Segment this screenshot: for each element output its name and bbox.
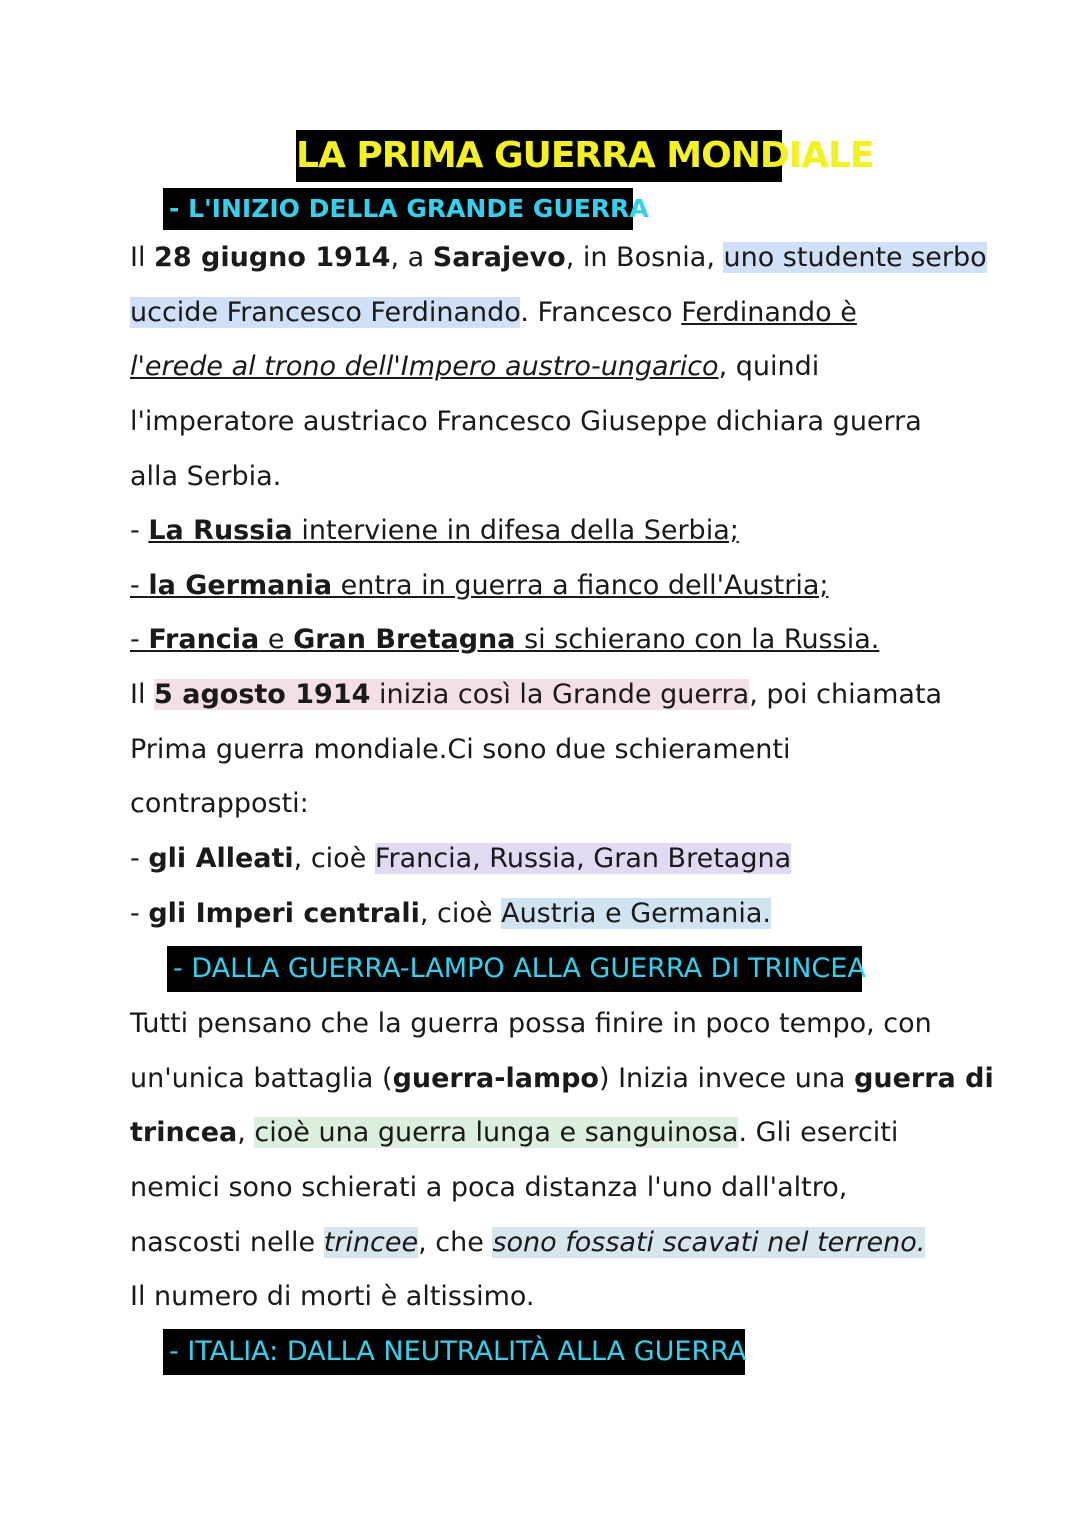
page-title: LA PRIMA GUERRA MONDIALE (296, 130, 782, 182)
date-highlight: 28 giugno 1914 (154, 242, 391, 273)
text: , quindi (718, 351, 820, 382)
paragraph-line (130, 1055, 994, 1103)
paragraph-line: Prima guerra mondiale.Ci sono due schieramenti (130, 734, 791, 765)
highlighted-text: trincee (323, 1227, 419, 1258)
paragraph-line (130, 671, 942, 719)
paragraph-line (130, 1219, 925, 1267)
list-item (130, 507, 739, 555)
text: , cioè (293, 843, 375, 874)
section-heading-trincea: - DALLA GUERRA-LAMPO ALLA GUERRA DI TRINCEA (167, 946, 862, 992)
underlined-text: si schierano con la Russia. (515, 624, 880, 655)
text: Il (130, 242, 155, 273)
bold-text: gli Imperi centrali (148, 898, 420, 929)
section-heading-italia: - ITALIA: DALLA NEUTRALITÀ ALLA GUERRA (163, 1329, 745, 1375)
text: , (237, 1117, 255, 1148)
bold-text: la Germania (148, 570, 333, 601)
paragraph-line: contrapposti: (130, 788, 309, 819)
paragraph-line: nemici sono schierati a poca distanza l'uno dall'altro, (130, 1172, 848, 1203)
text: , che (418, 1227, 493, 1258)
bullet: - (130, 843, 149, 874)
text: nascosti nelle (130, 1227, 324, 1258)
paragraph-line (130, 1109, 898, 1157)
paragraph-line (130, 289, 857, 337)
bullet: - (130, 624, 149, 655)
bold-text: Francia (148, 624, 260, 655)
paragraph-line: Il numero di morti è altissimo. (130, 1281, 535, 1312)
highlighted-text: uccide Francesco Ferdinando (130, 297, 521, 328)
text: ) Inizia invece una (598, 1063, 855, 1094)
text: un'unica battaglia ( (130, 1063, 393, 1094)
paragraph-line: l'imperatore austriaco Francesco Giuseppe dichiara guerra (130, 406, 922, 437)
list-item (130, 890, 771, 938)
bold-text: trincea (130, 1117, 238, 1148)
bold-text: La Russia (148, 515, 293, 546)
list-item (130, 616, 879, 664)
paragraph-line (130, 343, 819, 391)
text: , cioè (419, 898, 502, 929)
list-item (130, 835, 791, 883)
bullet: - (130, 515, 149, 546)
list-item (130, 562, 828, 610)
paragraph-line: Tutti pensano che la guerra possa finire in poco tempo, con (130, 1008, 932, 1039)
bold-text: guerra di (854, 1063, 994, 1094)
underlined-text: l'erede al trono dell'Impero austro-ungarico (130, 351, 719, 382)
paragraph-line: alla Serbia. (130, 461, 282, 492)
text: , in Bosnia, (565, 242, 724, 273)
bullet: - (130, 898, 149, 929)
section-heading-inizio: - L'INIZIO DELLA GRANDE GUERRA (163, 188, 633, 230)
highlighted-text: cioè una guerra lunga e sanguinosa (254, 1117, 739, 1148)
highlighted-text: uno studente serbo (723, 242, 987, 273)
text: Il (130, 679, 155, 710)
highlighted-text: Francia, Russia, Gran Bretagna (374, 843, 792, 874)
bullet: - (130, 570, 149, 601)
underlined-text: interviene in difesa della Serbia; (292, 515, 739, 546)
highlighted-text: inizia così la Grande guerra (370, 679, 750, 710)
text: . Francesco (520, 297, 682, 328)
highlighted-text: Austria e Germania. (501, 898, 772, 929)
place-highlight: Sarajevo (432, 242, 566, 273)
underlined-text: e (259, 624, 294, 655)
date-highlight: 5 agosto 1914 (154, 679, 371, 710)
bold-text: Gran Bretagna (293, 624, 516, 655)
text: , poi chiamata (749, 679, 943, 710)
bold-text: gli Alleati (148, 843, 294, 874)
highlighted-text: sono fossati scavati nel terreno. (492, 1227, 926, 1258)
underlined-text: Ferdinando è (681, 297, 857, 328)
text: , a (390, 242, 433, 273)
bold-text: guerra-lampo (392, 1063, 599, 1094)
paragraph-line (130, 234, 987, 282)
text: . Gli eserciti (738, 1117, 899, 1148)
underlined-text: entra in guerra a fianco dell'Austria; (332, 570, 829, 601)
